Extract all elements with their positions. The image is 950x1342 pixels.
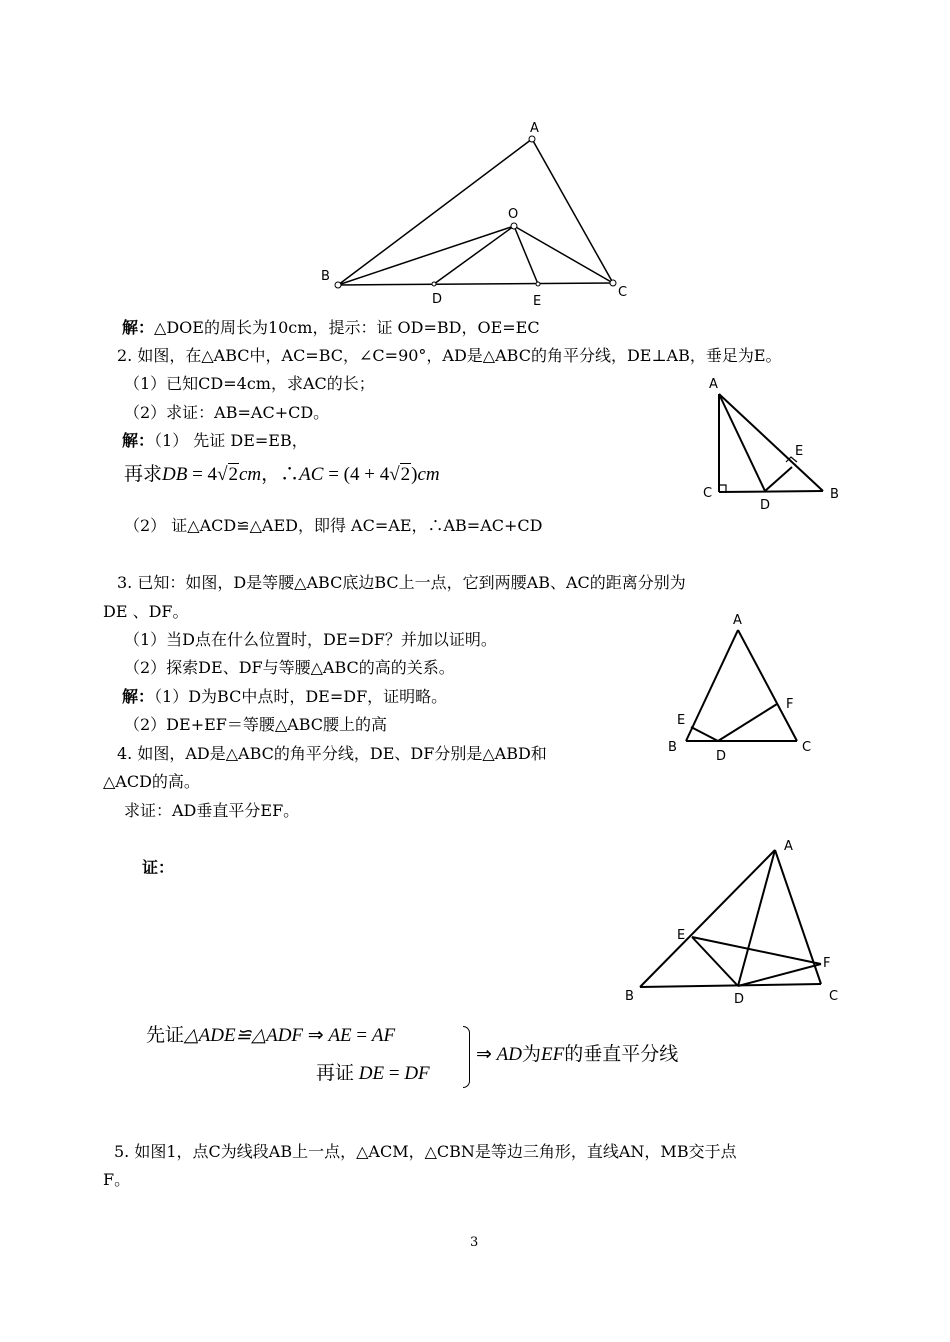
solution-text: △DOE的周长为10cm，提示：证 OD=BD，OE=EC <box>154 318 540 337</box>
q4-formula-row2: 再证 DE = DF <box>316 1063 430 1084</box>
q2-part2: （2）求证：AB=AC+CD。 <box>124 403 330 422</box>
q4-to-prove: 求证：AD垂直平分EF。 <box>124 801 300 820</box>
svg-text:B: B <box>625 989 634 1004</box>
q4-statement-line2: △ACD的高。 <box>103 772 200 791</box>
svg-text:A: A <box>709 377 718 392</box>
fig1-label-c: C <box>618 285 628 300</box>
solution-label: 解： <box>122 431 155 450</box>
q5-statement-line1: 5. 如图1，点C为线段AB上一点，△ACM，△CBN是等边三角形，直线AN，MB交于点 <box>114 1142 737 1161</box>
svg-text:E: E <box>677 928 686 943</box>
q2-statement: 2. 如图，在△ABC中，AC=BC，∠C=90°，AD是△ABC的角平分线，DE⊥AB，垂足为E。 <box>117 346 782 365</box>
fig1-label-a: A <box>530 121 539 136</box>
svg-text:A: A <box>733 613 742 628</box>
svg-text:A: A <box>784 839 793 854</box>
page-number: 3 <box>470 1235 479 1250</box>
q4-formula-result: ⇒ AD为EF的垂直平分线 <box>476 1044 679 1065</box>
q4-formula-row1: 先证△ADE≌△ADF ⇒ AE = AF <box>146 1025 396 1046</box>
svg-text:E: E <box>795 444 804 459</box>
fig1-label-e: E <box>533 294 542 309</box>
q3-solution-1: 解：（1）D为BC中点时，DE=DF，证明略。 <box>122 687 448 706</box>
svg-text:D: D <box>760 498 771 513</box>
svg-text:C: C <box>802 740 812 755</box>
svg-text:D: D <box>734 992 745 1007</box>
svg-text:C: C <box>829 989 839 1004</box>
q4-formula-brace <box>463 1026 470 1088</box>
q2-solution-2: （2） 证△ACD≌△AED，即得 AC=AE，∴AB=AC+CD <box>124 516 543 535</box>
q3-part2: （2）探索DE、DF与等腰△ABC的高的关系。 <box>124 658 455 677</box>
fig1-label-o: O <box>508 207 519 222</box>
fig1-label-d: D <box>432 292 443 307</box>
solution-label: 解： <box>122 318 155 337</box>
q2-part1: （1）已知CD=4cm，求AC的长； <box>124 374 375 393</box>
q3-statement-line1: 3. 已知：如图，D是等腰△ABC底边BC上一点，它到两腰AB、AC的距离分别为 <box>117 573 686 592</box>
svg-text:B: B <box>830 487 839 502</box>
q4-statement-line1: 4. 如图，AD是△ABC的角平分线，DE、DF分别是△ABD和 <box>117 744 547 763</box>
svg-text:F: F <box>786 697 794 712</box>
svg-text:D: D <box>716 749 727 764</box>
q2-formula: 再求DB = 4√2cm，∴AC = (4 + 4√2)cm <box>124 464 440 485</box>
solution-label: 解： <box>122 687 155 706</box>
q3-solution-2: （2）DE+EF＝等腰△ABC腰上的高 <box>124 715 388 734</box>
svg-text:E: E <box>677 713 686 728</box>
q5-statement-line2: F。 <box>103 1170 131 1189</box>
q4-proof-label: 证： <box>142 858 175 877</box>
fig1-label-b: B <box>321 269 330 284</box>
q3-part1: （1）当D点在什么位置时，DE=DF？并加以证明。 <box>124 630 497 649</box>
svg-text:C: C <box>703 486 713 501</box>
svg-text:B: B <box>668 740 677 755</box>
q2-solution-1: 解：（1） 先证 DE=EB， <box>122 431 308 450</box>
q3-statement-line2: DE 、DF。 <box>103 602 189 621</box>
svg-text:F: F <box>823 956 831 971</box>
